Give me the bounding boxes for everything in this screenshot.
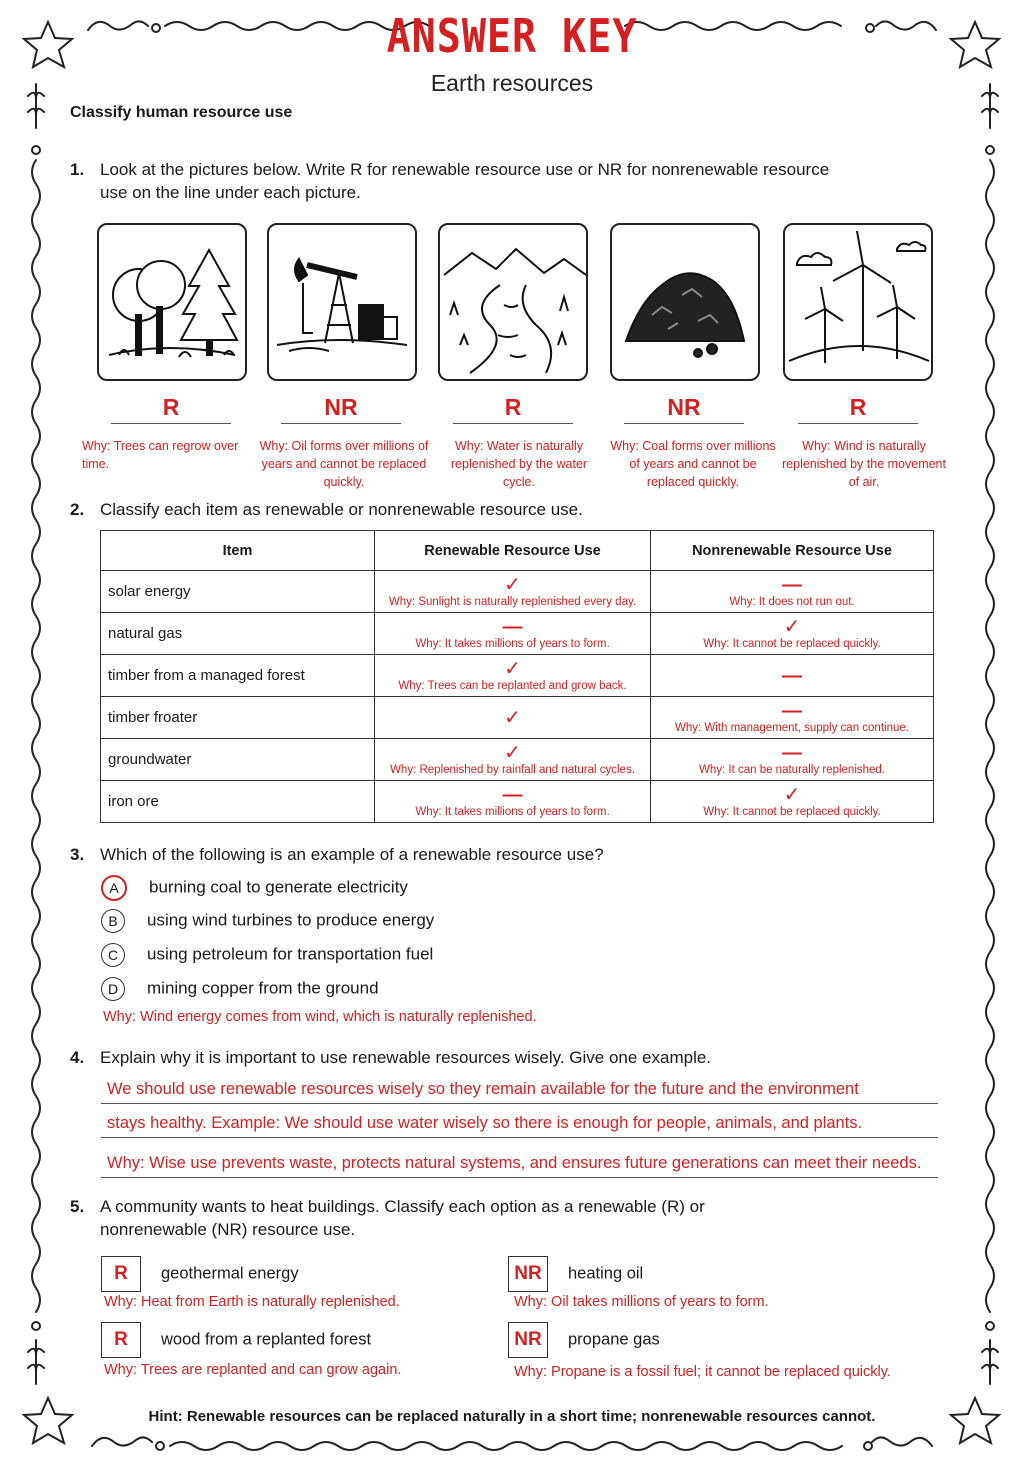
item-cell: natural gas (101, 613, 375, 655)
renewable-cell[interactable] (375, 655, 651, 697)
check-mark: ✓ (504, 657, 521, 680)
renewable-cell[interactable] (375, 697, 651, 739)
oil-pump-icon (269, 225, 415, 379)
item-cell: timber froater (101, 697, 375, 739)
question-3 (70, 843, 604, 866)
item-cell: groundwater (101, 739, 375, 781)
page-subtitle: Earth resources (430, 70, 594, 96)
question-prompt: Which of the following is an example of a renewable resource use? (100, 845, 604, 864)
answer-line-2[interactable]: NR (281, 394, 401, 424)
item-cell: solar energy (101, 571, 375, 613)
answer-line-1[interactable]: R (111, 394, 231, 424)
cell-why: Why: Sunlight is naturally replenished every day. (388, 595, 637, 608)
option-why: Why: Trees are replanted and can grow again. (104, 1362, 402, 1378)
option-why: Why: Heat from Earth is naturally replenished. (104, 1294, 400, 1310)
answer-line-4[interactable]: NR (624, 394, 744, 424)
question-2 (70, 498, 583, 521)
picture-river (438, 223, 588, 381)
option-b[interactable] (101, 909, 434, 933)
classification-table (100, 530, 934, 823)
option-why: Why: Oil takes millions of years to form. (514, 1294, 769, 1310)
option-label: geothermal energy (161, 1264, 299, 1283)
answer-box[interactable]: NR (508, 1256, 548, 1292)
question-prompt: A community wants to heat buildings. Classify each option as a renewable (R) or nonrenewable (NR) resource use. (100, 1197, 705, 1239)
nonrenewable-cell[interactable] (651, 739, 934, 781)
option-label: heating oil (568, 1264, 644, 1283)
picture-oil-pump (267, 223, 417, 381)
coal-pile-icon (612, 225, 758, 379)
option-d[interactable] (101, 977, 379, 1001)
nonrenewable-cell[interactable] (651, 781, 934, 823)
question-4 (70, 1046, 711, 1069)
option-letter-b[interactable]: B (101, 909, 125, 933)
answer-line-5[interactable]: R (798, 394, 918, 424)
question-1 (70, 158, 870, 204)
why-5: Why: Wind is naturally replenished by the movement of air. (782, 439, 946, 489)
why-4: Why: Coal forms over millions of years and cannot be replaced quickly. (610, 439, 776, 489)
hint-text: Hint: Renewable resources can be replaced naturally in a short time; nonrenewable resources cannot. (148, 1408, 876, 1425)
table-row (101, 613, 934, 655)
option-wood (101, 1322, 371, 1358)
option-text: using wind turbines to produce energy (147, 910, 435, 930)
picture-trees (97, 223, 247, 381)
question-prompt: Look at the pictures below. Write R for renewable resource use or NR for nonrenewable resource use on the line under each picture. (100, 160, 830, 202)
q3-why: Why: Wind energy comes from wind, which is naturally replenished. (103, 1009, 537, 1025)
answer-box[interactable]: R (101, 1322, 141, 1358)
cell-why: Why: It takes millions of years to form. (415, 637, 610, 650)
cell-why: Why: Replenished by rainfall and natural cycles. (390, 763, 635, 776)
table-row (101, 571, 934, 613)
picture-coal (610, 223, 760, 381)
check-mark: ✓ (504, 573, 521, 596)
item-cell: timber from a managed forest (101, 655, 375, 697)
table-row (101, 781, 934, 823)
cell-why: Why: It takes millions of years to form. (415, 805, 610, 818)
header-item: Item (101, 531, 375, 571)
item-cell: iron ore (101, 781, 375, 823)
dash-mark: — (782, 573, 802, 596)
table-row (101, 697, 934, 739)
dash-mark: — (782, 741, 802, 764)
why-3: Why: Water is naturally replenished by the water cycle. (450, 439, 588, 489)
check-mark: ✓ (504, 706, 521, 729)
answer-line-4c[interactable]: Why: Wise use prevents waste, protects natural systems, and ensures future generations can meet their needs. (101, 1154, 938, 1178)
cell-why: Why: Trees can be replanted and grow back. (398, 679, 627, 692)
option-why: Why: Propane is a fossil fuel; it cannot be replaced quickly. (514, 1364, 891, 1380)
option-c[interactable] (101, 943, 433, 967)
renewable-cell[interactable] (375, 613, 651, 655)
cell-why: Why: With management, supply can continue. (675, 721, 909, 734)
check-mark: ✓ (783, 615, 801, 638)
nonrenewable-cell[interactable] (651, 697, 934, 739)
answer-box[interactable]: NR (508, 1322, 548, 1358)
table-row (101, 655, 934, 697)
dash-mark: — (782, 699, 802, 722)
answer-line-4b[interactable]: stays healthy. Example: We should use water wisely so there is enough for people, animals, and plants. (101, 1114, 938, 1138)
renewable-cell[interactable] (375, 781, 651, 823)
option-letter-d[interactable]: D (101, 977, 125, 1001)
dash-mark: — (502, 615, 523, 638)
nonrenewable-cell[interactable] (651, 613, 934, 655)
check-mark: ✓ (783, 783, 801, 806)
option-propane (508, 1322, 660, 1358)
header-renewable: Renewable Resource Use (375, 531, 651, 571)
trees-icon (99, 225, 245, 379)
table-row (101, 739, 934, 781)
question-number: 3. (70, 845, 85, 864)
question-number: 1. (70, 160, 85, 179)
question-prompt: Classify each item as renewable or nonrenewable resource use. (100, 500, 583, 519)
dash-mark: — (502, 783, 523, 806)
question-prompt: Explain why it is important to use renewable resources wisely. Give one example. (100, 1048, 712, 1067)
option-label: propane gas (568, 1330, 660, 1349)
picture-wind-turbines (783, 223, 933, 381)
answer-box[interactable]: R (101, 1256, 141, 1292)
answer-line-3[interactable]: R (453, 394, 573, 424)
cell-why: Why: It cannot be replaced quickly. (703, 637, 881, 650)
question-5 (70, 1195, 850, 1241)
river-icon (440, 225, 586, 379)
answer-line-4a[interactable]: We should use renewable resources wisely so they remain available for the future and the environment (101, 1080, 938, 1104)
page-title: ANSWER KEY (386, 10, 638, 64)
wind-turbines-icon (785, 225, 931, 379)
renewable-cell[interactable] (375, 739, 651, 781)
option-text: mining copper from the ground (147, 978, 379, 998)
option-letter-a[interactable]: A (101, 875, 127, 901)
section-heading: Classify human resource use (70, 104, 293, 121)
header-nonrenewable: Nonrenewable Resource Use (651, 531, 934, 571)
option-a[interactable] (101, 875, 408, 901)
option-label: wood from a replanted forest (161, 1330, 372, 1349)
option-text: using petroleum for transportation fuel (147, 944, 434, 964)
option-text: burning coal to generate electricity (149, 877, 408, 897)
renewable-cell[interactable] (375, 571, 651, 613)
question-number: 5. (70, 1197, 85, 1216)
why-2: Why: Oil forms over millions of years and cannot be replaced quickly. (259, 439, 429, 489)
nonrenewable-cell[interactable] (651, 571, 934, 613)
option-geothermal (101, 1256, 299, 1292)
nonrenewable-cell[interactable] (651, 655, 934, 697)
option-letter-c[interactable]: C (101, 943, 125, 967)
option-heating-oil (508, 1256, 643, 1292)
question-number: 4. (70, 1048, 85, 1067)
dash-mark: — (782, 664, 802, 687)
cell-why: Why: It can be naturally replenished. (698, 763, 886, 776)
question-number: 2. (70, 500, 85, 519)
check-mark: ✓ (504, 741, 521, 764)
table-header-row (101, 531, 934, 571)
cell-why: Why: It does not run out. (729, 595, 855, 608)
why-1: Why: Trees can regrow over time. (82, 439, 239, 471)
cell-why: Why: It cannot be replaced quickly. (703, 805, 881, 818)
